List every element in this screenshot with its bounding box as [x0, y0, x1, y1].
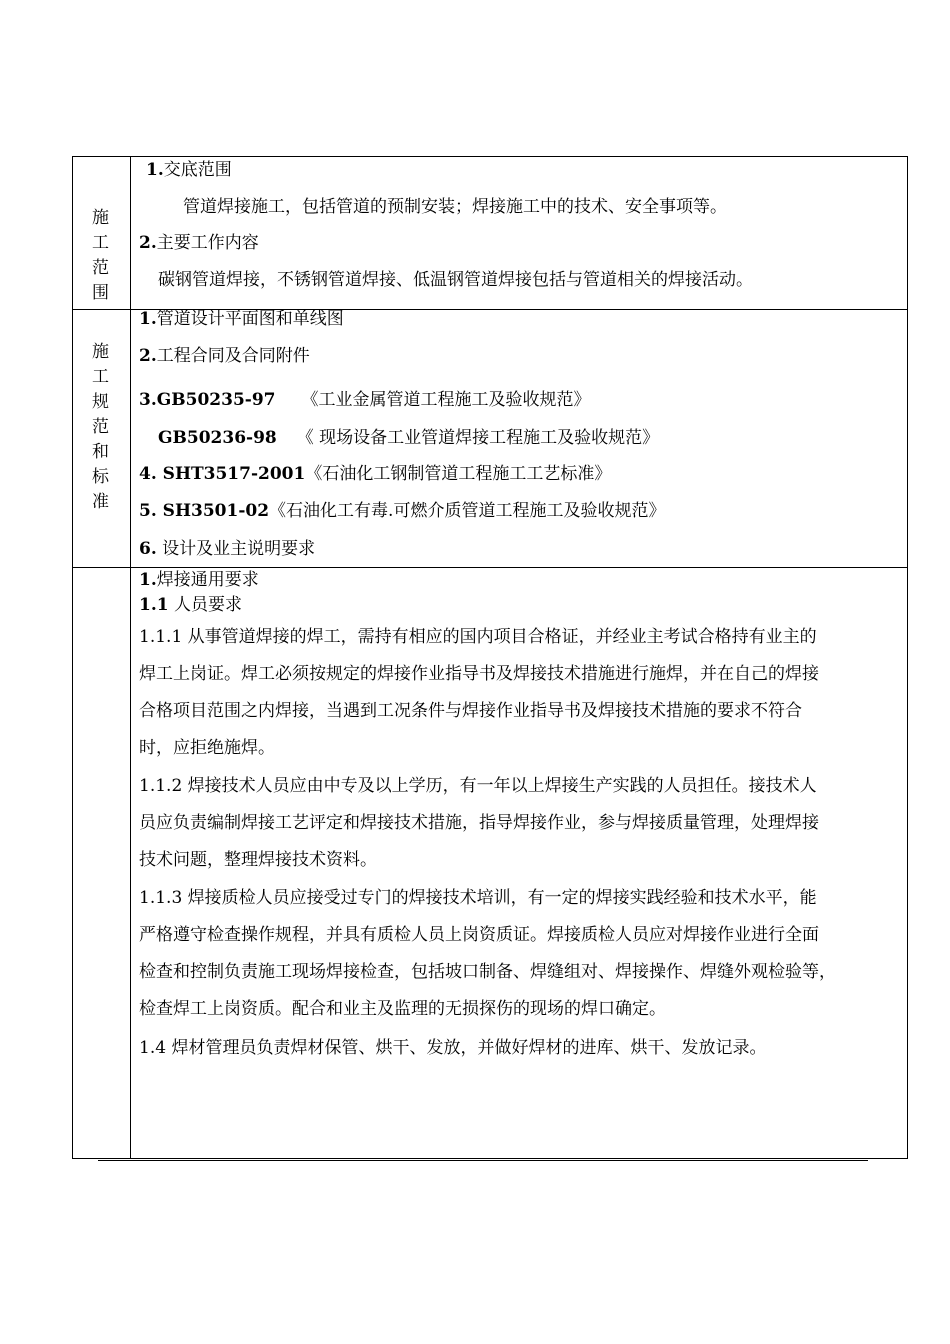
paragraph-1-1-2: 1.1.2 焊接技术人员应由中专及以上学历，有一年以上焊接生产实践的人员担任。接技术人 员应负责编制焊接工艺评定和焊接技术措施，指导焊接作业，参与焊接质量管理，处理焊接 技术问题，整理焊接技术资料。 — [139, 776, 819, 870]
section2-label: 施 工 规 范 和 标 准 — [92, 342, 109, 512]
paragraph-1-4: 1.4 焊材管理员负责焊材保管、烘干、发放，并做好焊材的进库、烘干、发放记录。 — [139, 1038, 767, 1058]
section1-heading2: 2.主要工作内容 — [139, 233, 259, 253]
paragraph-1-1-3: 1.1.3 焊接质检人员应接受过专门的焊接技术培训，有一定的焊接实践经验和技术水平，能 严格遵守检查操作规程，并具有质检人员上岗资质证。焊接质检人员应对焊接作业进行全面 检查和控制负责施工现场焊接检查，包括坡口制备、焊缝组对、焊接操作、焊缝外观检验等， 检查焊工上岗资质。配合和业主及监理的无损探伤的现场的焊口确定。 — [139, 888, 836, 1019]
standard-item-3: 3.GB50235-97 《工业金属管道工程施工及验收规范》 — [139, 390, 591, 410]
standard-item-2: 2.工程合同及合同附件 — [139, 346, 310, 366]
section3-heading: 1.焊接通用要求 — [139, 570, 259, 590]
column-divider — [130, 157, 131, 1158]
standard-item-4: 4. SHT3517-2001《石油化工钢制管道工程施工工艺标准》 — [139, 464, 612, 484]
section1-heading: 1.交底范围 — [146, 160, 232, 180]
standard-item-3b: GB50236-98 《 现场设备工业管道焊接工程施工及验收规范》 — [158, 428, 660, 448]
section3-subheading: 1.1 人员要求 — [139, 595, 242, 615]
standard-item-5: 5. SH3501-02《石油化工有毒.可燃介质管道工程施工及验收规范》 — [139, 501, 666, 521]
section1-line1: 管道焊接施工，包括管道的预制安装；焊接施工中的技术、安全事项等。 — [183, 197, 727, 217]
bottom-rule — [98, 1160, 868, 1161]
row-divider-2 — [73, 567, 907, 568]
paragraph-1-1-1: 1.1.1 从事管道焊接的焊工，需持有相应的国内项目合格证，并经业主考试合格持有业主的 焊工上岗证。焊工必须按规定的焊接作业指导书及焊接技术措施进行施焊，并在自己的焊接 合格项目范围之内焊接，当遇到工况条件与焊接作业指导书及焊接技术措施的要求不符合 时，应拒绝施焊。 — [139, 627, 819, 758]
standard-item-1: 1.管道设计平面图和单线图 — [139, 309, 344, 329]
standard-item-6: 6. 设计及业主说明要求 — [139, 539, 316, 559]
section1-line2: 碳钢管道焊接，不锈钢管道焊接、低温钢管道焊接包括与管道相关的焊接活动。 — [158, 270, 753, 290]
section1-label: 施 工 范 围 — [92, 208, 109, 303]
